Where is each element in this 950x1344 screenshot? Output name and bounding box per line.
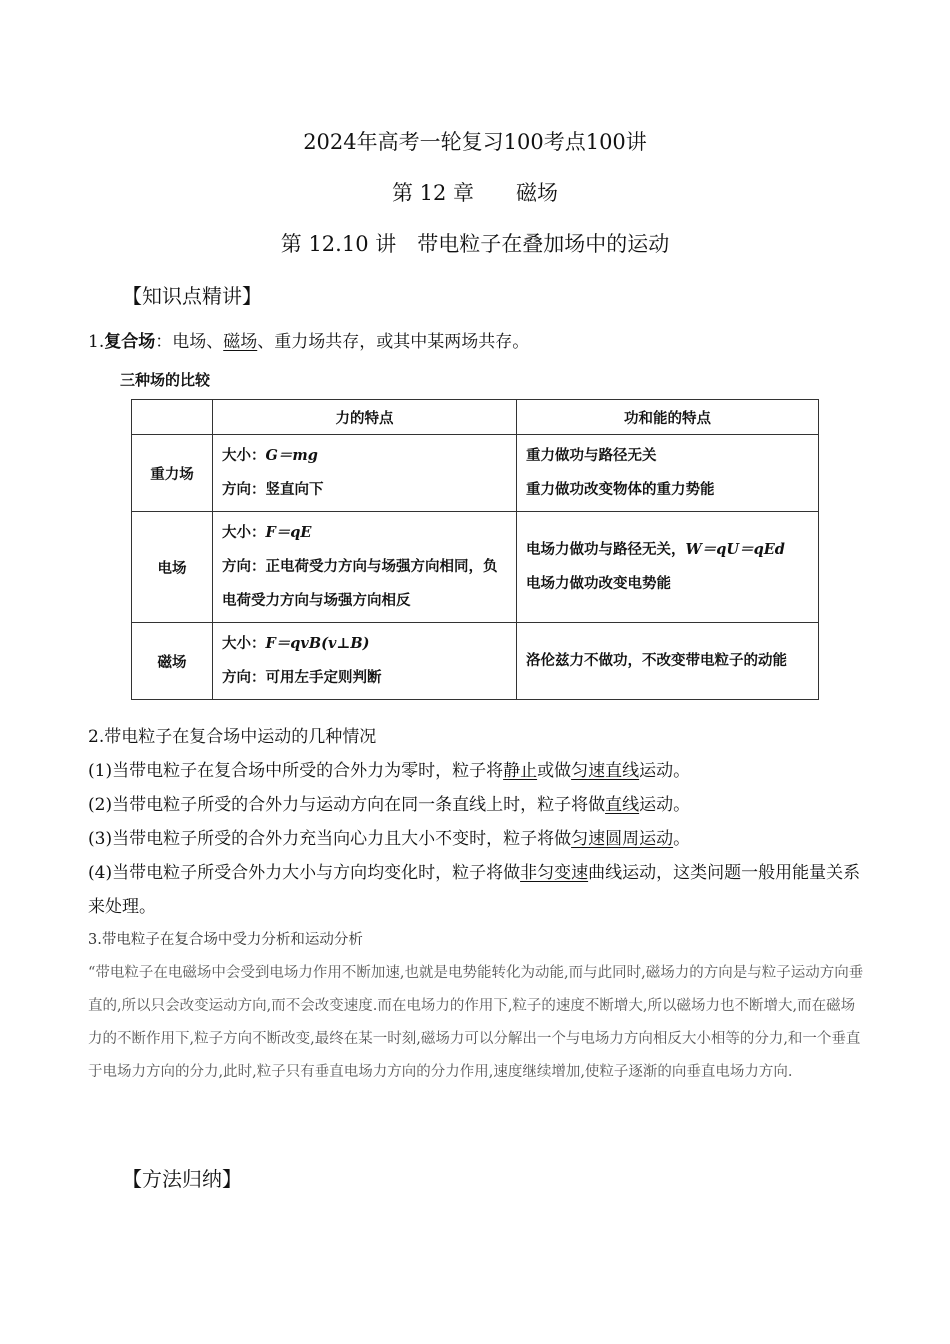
table-row bbox=[132, 512, 819, 623]
p1-underline-magnetic: 磁场 bbox=[223, 332, 258, 352]
item4-text-a: (4)当带电粒子所受合外力大小与方向均变化时，粒子将做 bbox=[88, 863, 521, 883]
text-direction-electric: 方向：正电荷受力方向与场强方向相同，负电荷受力方向与场强方向相反 bbox=[222, 559, 498, 609]
table-header-force: 力的特点 bbox=[213, 400, 517, 435]
list-item-1 bbox=[88, 754, 868, 788]
formula-electric-work: W＝qU＝qEd bbox=[685, 541, 785, 558]
cell-force-magnetic bbox=[213, 623, 517, 700]
table-header-row bbox=[132, 400, 819, 435]
section-3-title: 3.带电粒子在复合场中受力分析和运动分析 bbox=[88, 932, 363, 948]
item3-underline-1: 匀速圆周运动 bbox=[571, 829, 674, 849]
cell-energy-electric bbox=[517, 512, 819, 623]
section-heading-knowledge: 【知识点精讲】 bbox=[122, 284, 262, 308]
text-energy-electric-2: 电场力做功改变电势能 bbox=[526, 576, 671, 592]
label-magnitude: 大小： bbox=[222, 636, 266, 652]
table-header-empty bbox=[132, 400, 213, 435]
table-caption: 三种场的比较 bbox=[120, 371, 211, 389]
item3-text-a: (3)当带电粒子所受的合外力充当向心力且大小不变时，粒子将做 bbox=[88, 829, 572, 849]
row-name-gravity: 重力场 bbox=[132, 435, 213, 512]
list-item-2 bbox=[88, 788, 868, 822]
p1-number: 1. bbox=[88, 332, 105, 352]
item1-underline-2: 匀速直线 bbox=[571, 761, 640, 781]
section-2-title: 2.带电粒子在复合场中运动的几种情况 bbox=[88, 727, 377, 747]
text-direction-gravity: 方向：竖直向下 bbox=[222, 482, 324, 498]
formula-magnetic: F＝qvB(v⊥B) bbox=[265, 635, 370, 652]
formula-gravity: G＝mg bbox=[265, 447, 318, 464]
item1-underline-1: 静止 bbox=[503, 761, 538, 781]
table-row bbox=[132, 435, 819, 512]
row-name-electric: 电场 bbox=[132, 512, 213, 623]
list-item-3 bbox=[88, 822, 868, 856]
item2-underline-1: 直线 bbox=[605, 795, 640, 815]
cell-force-electric bbox=[213, 512, 517, 623]
item4-text-c: 曲线运动，这类问题一般用能量关系来处理。 bbox=[88, 863, 861, 917]
text-energy-magnetic: 洛伦兹力不做功，不改变带电粒子的动能 bbox=[526, 653, 787, 669]
text-energy-gravity-1: 重力做功与路径无关 bbox=[526, 448, 657, 464]
label-magnitude: 大小： bbox=[222, 448, 266, 464]
formula-electric: F＝qE bbox=[265, 524, 312, 541]
item1-text-c: 运动。 bbox=[639, 761, 691, 781]
table-row bbox=[132, 623, 819, 700]
item2-text-c: 运动。 bbox=[639, 795, 691, 815]
field-comparison-table bbox=[131, 399, 819, 700]
cell-energy-magnetic bbox=[517, 623, 819, 700]
label-magnitude: 大小： bbox=[222, 525, 266, 541]
chapter-title: 第 12 章 磁场 bbox=[391, 181, 559, 205]
item1-text-b: 或做 bbox=[537, 761, 572, 781]
item3-text-c: 。 bbox=[673, 829, 691, 849]
p1-text-b: 、重力场共存，或其中某两场共存。 bbox=[257, 332, 530, 352]
item1-text-a: (1)当带电粒子在复合场中所受的合外力为零时，粒子将 bbox=[88, 761, 504, 781]
item2-text-a: (2)当带电粒子所受的合外力与运动方向在同一条直线上时，粒子将做 bbox=[88, 795, 606, 815]
section-heading-method: 【方法归纳】 bbox=[122, 1167, 242, 1191]
p1-term: 复合场 bbox=[104, 332, 156, 352]
table-header-energy: 功和能的特点 bbox=[517, 400, 819, 435]
text-direction-magnetic: 方向：可用左手定则判断 bbox=[222, 670, 382, 686]
p1-text-a: ：电场、 bbox=[155, 332, 224, 352]
document-title: 2024年高考一轮复习100考点100讲 bbox=[303, 130, 647, 154]
text-energy-gravity-2: 重力做功改变物体的重力势能 bbox=[526, 482, 715, 498]
lecture-title: 第 12.10 讲 带电粒子在叠加场中的运动 bbox=[280, 232, 670, 256]
paragraph-1 bbox=[88, 325, 868, 359]
item4-underline-1: 非匀变速 bbox=[520, 863, 589, 883]
section-3-quote: “带电粒子在电磁场中会受到电场力作用不断加速,也就是电势能转化为动能,而与此同时,磁场力的方向是与粒子运动方向垂直的,所以只会改变运动方向,而不会改变速度.而在电场力的作用下,粒子的速度不断增大,所以磁场力也不断增大,而在磁场力的不断作用下,粒子方向不断改变,最终在某一时刻,磁场力可以分解出一个与电场力方向相反大小相等的分力,和一个垂直于电场力方向的分力,此时,粒子只有垂直电场力方向的分力作用,速度继续增加,使粒子逐渐的向垂直电场力方向. bbox=[88, 965, 864, 1080]
list-item-4 bbox=[88, 856, 868, 924]
row-name-magnetic: 磁场 bbox=[132, 623, 213, 700]
cell-energy-gravity bbox=[517, 435, 819, 512]
cell-force-gravity bbox=[213, 435, 517, 512]
text-energy-electric-1: 电场力做功与路径无关， bbox=[526, 542, 686, 558]
